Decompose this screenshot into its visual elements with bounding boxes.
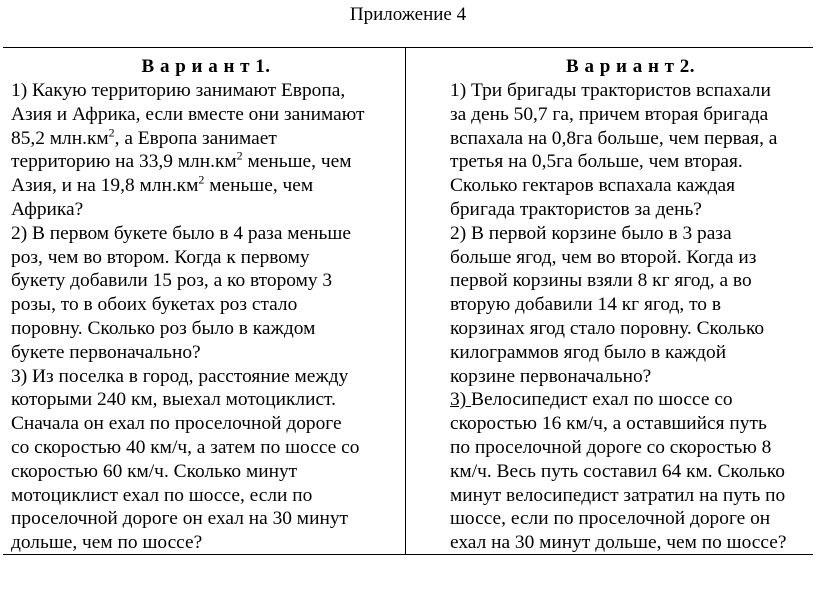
variants-table bbox=[3, 47, 813, 555]
text-line: букете первоначально? bbox=[11, 341, 201, 363]
text-line: за день 50,7 га, причем вторая бригада bbox=[450, 103, 769, 125]
text-line: 3) Велосипедист ехал по шоссе со bbox=[450, 389, 733, 411]
text-line: 1) Три бригады трактористов вспахали bbox=[450, 80, 771, 101]
variant-1-cell bbox=[3, 48, 405, 554]
text-line: проселочной дороге он ехал на 30 минут bbox=[11, 508, 348, 530]
text-line: скоростью 16 км/ч, а оставшийся путь bbox=[450, 413, 767, 435]
text-line: 2) В первом букете было в 4 раза меньше bbox=[11, 222, 351, 244]
text-line: корзине первоначально? bbox=[450, 365, 652, 387]
text-line: скоростью 60 км/ч. Сколько минут bbox=[11, 460, 298, 482]
text-line: минут велосипедист затратил на путь по bbox=[450, 484, 786, 506]
text-line: больше ягод, чем во второй. Когда из bbox=[450, 246, 757, 268]
text-line: вторую добавили 14 кг ягод, то в bbox=[450, 294, 721, 316]
text-line: 85,2 $млн.км^2$, а Европа занимает bbox=[11, 125, 277, 149]
text-line: 1) Какую территорию занимают Европа, bbox=[11, 80, 346, 101]
variant-2-heading: В а р и а н т 2. bbox=[566, 56, 695, 77]
empty-table-row bbox=[3, 553, 813, 598]
variant-1-heading: В а р и а н т 1. bbox=[141, 56, 271, 77]
text-line: дольше, чем по шоссе? bbox=[11, 532, 203, 554]
text-line: букету добавили 15 роз, а ко второму 3 bbox=[11, 270, 333, 292]
text-line: мотоциклист ехал по шоссе, если по bbox=[11, 484, 313, 506]
text-line: 3) Из поселка в город, расстояние между bbox=[11, 365, 349, 387]
text-line: вспахала на 0,8га больше, чем первая, а bbox=[450, 127, 778, 149]
text-line: по проселочной дороге со скоростью 8 bbox=[450, 436, 772, 458]
text-line: третья на 0,5га больше, чем вторая. bbox=[450, 151, 743, 173]
text-line: которыми 240 км, выехал мотоциклист. bbox=[11, 389, 336, 411]
text-line: со скоростью 40 км/ч, а затем по шоссе со bbox=[11, 436, 360, 458]
text-line: Сначала он ехал по проселочной дороге bbox=[11, 413, 342, 435]
text-line: корзинах ягод стало поровну. Сколько bbox=[450, 317, 765, 339]
text-line: 2) В первой корзине было в 3 раза bbox=[450, 222, 732, 244]
text-line: Сколько гектаров вспахала каждая bbox=[450, 175, 735, 197]
text-line: розы, то в обоих букетах роз стало bbox=[11, 294, 298, 316]
text-line: Азия и Африка, если вместе они занимают bbox=[11, 103, 365, 125]
text-line: территорию на 33,9 $млн.км^2$ меньше, чем bbox=[11, 148, 352, 173]
text-line: первой корзины взяли 8 кг ягод, а во bbox=[450, 270, 752, 292]
variant-2-cell bbox=[405, 48, 813, 554]
text-line: Азия, и на 19,8 $млн.км^2$ меньше, чем bbox=[11, 172, 314, 197]
text-line: поровну. Сколько роз было в каждом bbox=[11, 317, 316, 339]
page-title: Приложение 4 bbox=[349, 4, 467, 25]
text-line: км/ч. Весь путь составил 64 км. Сколько bbox=[450, 460, 785, 482]
text-line: шоссе, если по проселочной дороге он bbox=[450, 508, 771, 530]
text-line: килограммов ягод было в каждой bbox=[450, 341, 727, 363]
text-line: Африка? bbox=[11, 198, 84, 220]
text-line: ехал на 30 минут дольше, чем по шоссе? bbox=[450, 532, 787, 554]
text-line: бригада трактористов за день? bbox=[450, 198, 702, 220]
text-line: роз, чем во втором. Когда к первому bbox=[11, 246, 310, 268]
